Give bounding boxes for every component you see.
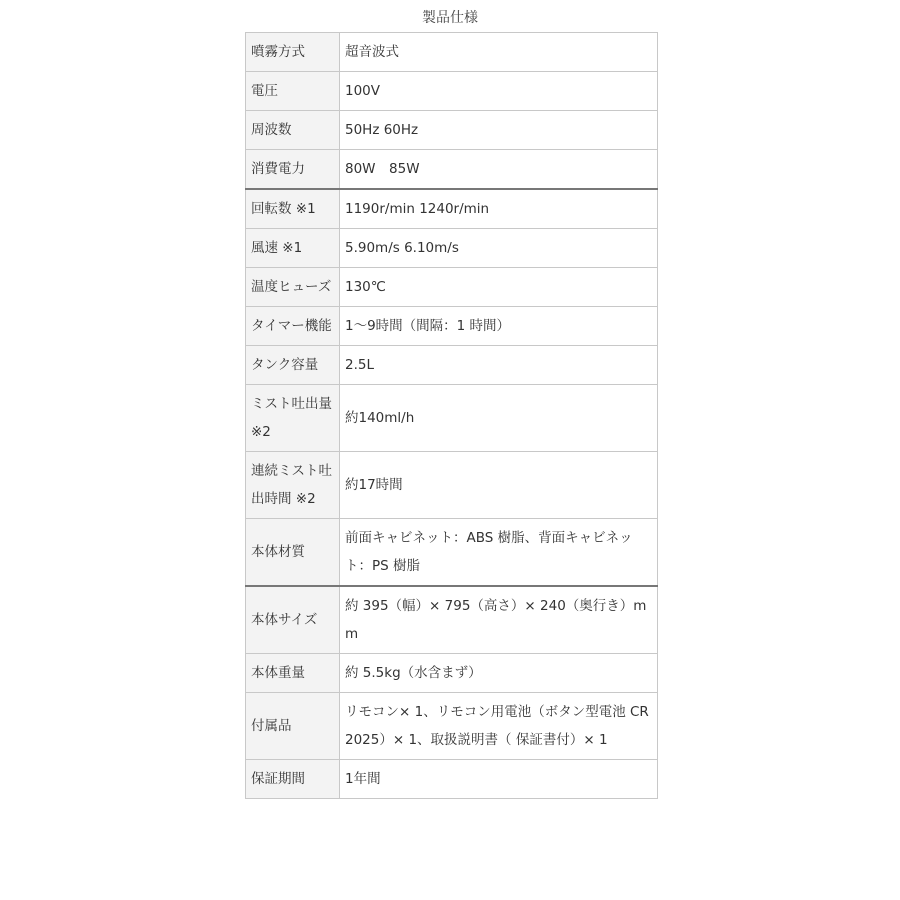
spec-value: 80W 85W — [340, 150, 658, 190]
table-row — [246, 111, 658, 150]
table-row — [246, 72, 658, 111]
spec-value: 130℃ — [340, 268, 658, 307]
spec-value: 100V — [340, 72, 658, 111]
spec-value: リモコン× 1、リモコン用電池（ボタン型電池 CR2025）× 1、取扱説明書（ 保証書付）× 1 — [340, 693, 658, 760]
spec-label: 消費電力 — [246, 150, 340, 190]
table-row — [246, 654, 658, 693]
spec-label: タイマー機能 — [246, 307, 340, 346]
table-row — [246, 519, 658, 587]
spec-value: 超音波式 — [340, 33, 658, 72]
spec-label: 周波数 — [246, 111, 340, 150]
spec-label: 回転数 ※1 — [246, 189, 340, 229]
spec-value: 50Hz 60Hz — [340, 111, 658, 150]
table-row — [246, 229, 658, 268]
table-row — [246, 307, 658, 346]
spec-label: 本体サイズ — [246, 586, 340, 654]
spec-value: 2.5L — [340, 346, 658, 385]
table-caption: 製品仕様 — [422, 10, 478, 26]
spec-table — [245, 32, 658, 799]
spec-label: 付属品 — [246, 693, 340, 760]
table-row — [246, 346, 658, 385]
table-row — [246, 189, 658, 229]
spec-value: 5.90m/s 6.10m/s — [340, 229, 658, 268]
table-row — [246, 586, 658, 654]
spec-value: 1年間 — [340, 760, 658, 799]
spec-label: 風速 ※1 — [246, 229, 340, 268]
spec-value: 1190r/min 1240r/min — [340, 189, 658, 229]
table-row — [246, 150, 658, 190]
spec-value: 約17時間 — [340, 452, 658, 519]
spec-label: 保証期間 — [246, 760, 340, 799]
spec-label: 本体重量 — [246, 654, 340, 693]
table-row — [246, 693, 658, 760]
spec-value: 約 395（幅）× 795（高さ）× 240（奥行き）mm — [340, 586, 658, 654]
spec-label: 本体材質 — [246, 519, 340, 587]
spec-value: 1～9時間（間隔：1 時間） — [340, 307, 658, 346]
spec-label: ミスト吐出量 ※2 — [246, 385, 340, 452]
table-row — [246, 268, 658, 307]
spec-value: 約140ml/h — [340, 385, 658, 452]
table-row — [246, 33, 658, 72]
table-row — [246, 452, 658, 519]
table-row — [246, 385, 658, 452]
spec-label: 温度ヒューズ — [246, 268, 340, 307]
spec-value: 約 5.5kg（水含まず） — [340, 654, 658, 693]
spec-label: 電圧 — [246, 72, 340, 111]
spec-label: 連続ミスト吐出時間 ※2 — [246, 452, 340, 519]
spec-value: 前面キャビネット：ABS 樹脂、背面キャビネット：PS 樹脂 — [340, 519, 658, 587]
table-row — [246, 760, 658, 799]
spec-label: 噴霧方式 — [246, 33, 340, 72]
spec-label: タンク容量 — [246, 346, 340, 385]
